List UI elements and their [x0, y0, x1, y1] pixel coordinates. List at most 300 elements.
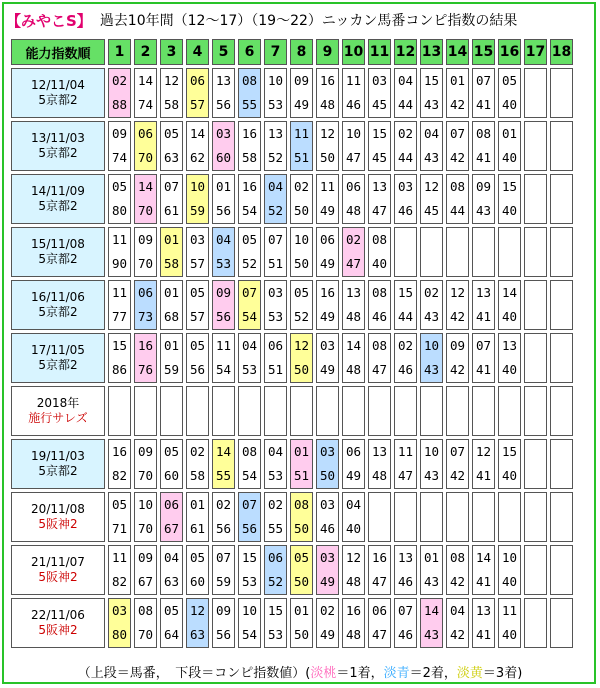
- compi-index: 56: [215, 627, 232, 642]
- compi-index: 57: [189, 256, 206, 271]
- compi-index: 59: [163, 362, 180, 377]
- horse-number: 08: [239, 69, 260, 93]
- horse-number: 08: [241, 444, 258, 459]
- result-cell: [420, 333, 443, 383]
- horse-number: [525, 122, 546, 146]
- compi-index: 40: [501, 97, 518, 112]
- compi-index: 50: [291, 358, 312, 382]
- table-row: [11, 598, 573, 648]
- horse-number: 03: [397, 179, 414, 194]
- horse-number: 07: [449, 444, 466, 459]
- horse-number: [343, 387, 364, 411]
- table-header-row: [11, 39, 573, 65]
- result-cell: [446, 121, 469, 171]
- result-cell: [238, 68, 261, 118]
- result-cell: [186, 68, 209, 118]
- legend-second-color: 淡青: [383, 666, 410, 681]
- result-cell: [212, 68, 235, 118]
- horse-number: 02: [293, 179, 310, 194]
- compi-index: 63: [163, 574, 180, 589]
- horse-number: 05: [111, 497, 128, 512]
- result-cell: [212, 386, 235, 436]
- compi-index: 47: [371, 203, 388, 218]
- compi-index: [551, 358, 572, 382]
- compi-index: 54: [215, 362, 232, 377]
- horse-number: 05: [163, 603, 180, 618]
- compi-index: 46: [319, 521, 336, 536]
- result-cell: [550, 439, 573, 489]
- result-cell: [290, 492, 313, 542]
- compi-index: 54: [241, 468, 258, 483]
- compi-index: [499, 517, 520, 541]
- horse-number: 07: [397, 603, 414, 618]
- column-header-16: 16: [498, 39, 521, 65]
- horse-number: 06: [371, 603, 388, 618]
- compi-index: 56: [215, 203, 232, 218]
- compi-index: [343, 411, 364, 435]
- horse-number: 08: [137, 603, 154, 618]
- result-cell: [108, 68, 131, 118]
- result-cell: [394, 492, 417, 542]
- horse-number: [291, 387, 312, 411]
- horse-number: 06: [345, 444, 362, 459]
- compi-index: 50: [293, 203, 310, 218]
- result-cell: [108, 121, 131, 171]
- compi-index: [551, 464, 572, 488]
- race-label: [11, 121, 105, 171]
- result-cell: [498, 439, 521, 489]
- result-cell: [472, 333, 495, 383]
- result-cell: [316, 439, 339, 489]
- compi-index: [473, 517, 494, 541]
- horse-number: 05: [241, 232, 258, 247]
- result-cell: [342, 280, 365, 330]
- compi-index: 61: [189, 521, 206, 536]
- horse-number: [551, 228, 572, 252]
- result-cell: [550, 174, 573, 224]
- result-cell: [342, 439, 365, 489]
- compi-index: 43: [423, 150, 440, 165]
- result-cell: [264, 492, 287, 542]
- race-label: [11, 492, 105, 542]
- horse-number: 08: [291, 493, 312, 517]
- result-cell: [134, 174, 157, 224]
- compi-index: 82: [111, 574, 128, 589]
- compi-index: 60: [189, 574, 206, 589]
- result-cell: [212, 174, 235, 224]
- horse-number: 12: [475, 444, 492, 459]
- compi-index: 53: [267, 468, 284, 483]
- race-date: 17/11/05: [31, 343, 85, 357]
- horse-number: [525, 440, 546, 464]
- horse-number: [447, 387, 468, 411]
- result-cell: [342, 333, 365, 383]
- compi-index: [551, 199, 572, 223]
- compi-index: 47: [371, 627, 388, 642]
- horse-number: 08: [449, 550, 466, 565]
- result-cell: [290, 545, 313, 595]
- horse-number: 05: [291, 546, 312, 570]
- compi-index: 49: [319, 203, 336, 218]
- result-cell: [420, 280, 443, 330]
- horse-number: [473, 387, 494, 411]
- result-cell: [264, 227, 287, 277]
- result-cell: [238, 174, 261, 224]
- result-cell: [342, 386, 365, 436]
- result-cell: [238, 280, 261, 330]
- result-cell: [472, 68, 495, 118]
- result-cell: [550, 333, 573, 383]
- result-cell: [524, 545, 547, 595]
- compi-index: 50: [293, 256, 310, 271]
- compi-index: [525, 517, 546, 541]
- horse-number: 12: [187, 599, 208, 623]
- compi-index: 50: [291, 517, 312, 541]
- horse-number: 08: [371, 232, 388, 247]
- compi-index: 40: [371, 256, 388, 271]
- compi-index: 51: [267, 256, 284, 271]
- result-cell: [212, 545, 235, 595]
- compi-index: 43: [421, 358, 442, 382]
- compi-index: [525, 93, 546, 117]
- compi-index: [265, 411, 286, 435]
- column-header-2: 2: [134, 39, 157, 65]
- column-header-15: 15: [472, 39, 495, 65]
- compi-index: 56: [215, 97, 232, 112]
- horse-number: 15: [241, 550, 258, 565]
- horse-number: [551, 122, 572, 146]
- result-cell: [472, 598, 495, 648]
- result-cell: [394, 439, 417, 489]
- result-cell: [290, 333, 313, 383]
- compi-index: 63: [163, 150, 180, 165]
- horse-number: 05: [163, 126, 180, 141]
- horse-number: 03: [319, 497, 336, 512]
- compi-index: 58: [189, 468, 206, 483]
- compi-index: 70: [137, 468, 154, 483]
- compi-index: 41: [475, 362, 492, 377]
- compi-index: 56: [215, 521, 232, 536]
- result-cell: [186, 227, 209, 277]
- horse-number: 01: [501, 126, 518, 141]
- result-cell: [134, 121, 157, 171]
- result-cell: [238, 386, 261, 436]
- horse-number: [551, 175, 572, 199]
- result-cell: [342, 492, 365, 542]
- result-cell: [394, 121, 417, 171]
- horse-number: 07: [215, 550, 232, 565]
- compi-index: 45: [423, 203, 440, 218]
- horse-number: 09: [213, 281, 234, 305]
- result-cell: [472, 227, 495, 277]
- column-header-13: 13: [420, 39, 443, 65]
- horse-number: 04: [397, 73, 414, 88]
- result-cell: [524, 68, 547, 118]
- column-header-3: 3: [160, 39, 183, 65]
- page-title: 【みやこS】: [6, 11, 92, 30]
- compi-index: 40: [501, 362, 518, 377]
- result-cell: [368, 545, 391, 595]
- result-cell: [160, 545, 183, 595]
- compi-index: 53: [267, 627, 284, 642]
- horse-number: [421, 228, 442, 252]
- compi-index: 41: [475, 627, 492, 642]
- compi-index: 47: [371, 362, 388, 377]
- legend: [0, 662, 600, 681]
- compi-index: 76: [135, 358, 156, 382]
- horse-number: 06: [187, 69, 208, 93]
- result-cell: [134, 545, 157, 595]
- horse-number: 01: [189, 497, 206, 512]
- result-cell: [368, 598, 391, 648]
- race-label: [11, 280, 105, 330]
- horse-number: 04: [449, 603, 466, 618]
- result-cell: [290, 280, 313, 330]
- horse-number: 13: [475, 603, 492, 618]
- result-cell: [524, 386, 547, 436]
- compi-index: 73: [135, 305, 156, 329]
- horse-number: [525, 334, 546, 358]
- horse-number: 11: [501, 603, 518, 618]
- result-cell: [394, 333, 417, 383]
- horse-number: 15: [397, 285, 414, 300]
- result-cell: [342, 227, 365, 277]
- horse-number: [499, 228, 520, 252]
- column-header-6: 6: [238, 39, 261, 65]
- horse-number: 10: [187, 175, 208, 199]
- result-cell: [160, 333, 183, 383]
- compi-index: 55: [239, 93, 260, 117]
- compi-index: 47: [397, 468, 414, 483]
- result-cell: [446, 227, 469, 277]
- compi-index: 90: [111, 256, 128, 271]
- result-cell: [550, 280, 573, 330]
- compi-index: [551, 517, 572, 541]
- compi-index: [187, 411, 208, 435]
- horse-number: 13: [215, 73, 232, 88]
- compi-index: 45: [371, 150, 388, 165]
- result-cell: [446, 545, 469, 595]
- compi-index: 88: [109, 93, 130, 117]
- horse-number: 11: [215, 338, 232, 353]
- compi-index: 41: [475, 574, 492, 589]
- horse-number: [317, 387, 338, 411]
- horse-number: 02: [215, 497, 232, 512]
- horse-number: [499, 387, 520, 411]
- horse-number: 02: [319, 603, 336, 618]
- legend-first-color: 淡桃: [310, 666, 337, 681]
- horse-number: 09: [137, 444, 154, 459]
- compi-index: [525, 411, 546, 435]
- compi-index: [447, 517, 468, 541]
- table-row: [11, 386, 573, 436]
- compi-index: 56: [213, 305, 234, 329]
- compi-index: 60: [163, 468, 180, 483]
- result-cell: [446, 439, 469, 489]
- horse-number: [265, 387, 286, 411]
- result-cell: [524, 439, 547, 489]
- compi-index: 59: [215, 574, 232, 589]
- compi-index: [473, 411, 494, 435]
- horse-number: [525, 599, 546, 623]
- legend-third-color: 淡黄: [456, 666, 483, 681]
- result-cell: [108, 333, 131, 383]
- result-cell: [238, 333, 261, 383]
- horse-number: 09: [215, 603, 232, 618]
- compi-index: 43: [423, 574, 440, 589]
- result-cell: [316, 174, 339, 224]
- result-cell: [264, 545, 287, 595]
- compi-index: [395, 517, 416, 541]
- horse-number: 14: [137, 73, 154, 88]
- result-cell: [264, 280, 287, 330]
- compi-index: 57: [189, 309, 206, 324]
- result-cell: [160, 439, 183, 489]
- compi-index: [213, 411, 234, 435]
- result-cell: [394, 68, 417, 118]
- horse-number: [161, 387, 182, 411]
- horse-number: 01: [163, 338, 180, 353]
- horse-number: 07: [475, 338, 492, 353]
- result-cell: [212, 333, 235, 383]
- horse-number: 02: [343, 228, 364, 252]
- compi-index: [525, 623, 546, 647]
- compi-index: 77: [111, 309, 128, 324]
- compi-index: 53: [267, 309, 284, 324]
- horse-number: 06: [319, 232, 336, 247]
- compi-index: 44: [397, 150, 414, 165]
- compi-index: 82: [111, 468, 128, 483]
- horse-number: 16: [241, 126, 258, 141]
- compi-index: [421, 411, 442, 435]
- result-cell: [108, 545, 131, 595]
- result-cell: [446, 492, 469, 542]
- horse-number: 08: [475, 126, 492, 141]
- horse-number: 06: [267, 338, 284, 353]
- compi-index: 42: [449, 362, 466, 377]
- result-cell: [550, 598, 573, 648]
- horse-number: 09: [475, 179, 492, 194]
- compi-index: 49: [319, 309, 336, 324]
- compi-index: [447, 411, 468, 435]
- result-cell: [316, 386, 339, 436]
- compi-index: 70: [135, 199, 156, 223]
- horse-number: 13: [501, 338, 518, 353]
- race-date: 2018年: [36, 396, 80, 410]
- horse-number: [421, 387, 442, 411]
- race-date: 22/11/06: [31, 608, 85, 622]
- result-cell: [290, 386, 313, 436]
- result-cell: [160, 492, 183, 542]
- race-venue: 5京都2: [38, 358, 78, 372]
- race-date: 20/11/08: [31, 502, 85, 516]
- horse-number: 02: [397, 126, 414, 141]
- horse-number: [473, 493, 494, 517]
- horse-number: 07: [239, 493, 260, 517]
- compi-index: 43: [423, 309, 440, 324]
- horse-number: 11: [345, 73, 362, 88]
- compi-index: [551, 93, 572, 117]
- horse-number: 12: [291, 334, 312, 358]
- race-date: 21/11/07: [31, 555, 85, 569]
- result-cell: [368, 121, 391, 171]
- horse-number: 06: [161, 493, 182, 517]
- result-cell: [134, 227, 157, 277]
- compi-index: 45: [371, 97, 388, 112]
- result-cell: [524, 492, 547, 542]
- result-cell: [394, 545, 417, 595]
- horse-number: 07: [163, 179, 180, 194]
- compi-index: 58: [163, 97, 180, 112]
- compi-index: [551, 623, 572, 647]
- result-cell: [186, 174, 209, 224]
- compi-index: 42: [449, 309, 466, 324]
- result-cell: [368, 227, 391, 277]
- result-cell: [238, 227, 261, 277]
- race-venue: 5京都2: [38, 199, 78, 213]
- horse-number: 12: [345, 550, 362, 565]
- column-header-9: 9: [316, 39, 339, 65]
- horse-number: 05: [501, 73, 518, 88]
- horse-number: 01: [291, 440, 312, 464]
- horse-number: 05: [189, 338, 206, 353]
- legend-second-text: ＝2着，: [409, 666, 457, 681]
- horse-number: [525, 69, 546, 93]
- result-cell: [134, 68, 157, 118]
- horse-number: 03: [317, 546, 338, 570]
- compi-index: 41: [475, 468, 492, 483]
- horse-number: 15: [501, 179, 518, 194]
- column-header-11: 11: [368, 39, 391, 65]
- result-cell: [550, 545, 573, 595]
- compi-index: [369, 411, 390, 435]
- horse-number: 11: [111, 285, 128, 300]
- compi-index: [551, 252, 572, 276]
- race-date: 13/11/03: [31, 131, 85, 145]
- horse-number: 11: [397, 444, 414, 459]
- result-cell: [342, 545, 365, 595]
- result-cell: [108, 280, 131, 330]
- column-header-14: 14: [446, 39, 469, 65]
- result-cell: [420, 439, 443, 489]
- horse-number: 04: [213, 228, 234, 252]
- horse-number: [421, 493, 442, 517]
- horse-number: 06: [135, 281, 156, 305]
- compi-index: 48: [345, 309, 362, 324]
- horse-number: 14: [501, 285, 518, 300]
- result-cell: [550, 227, 573, 277]
- horse-number: 16: [371, 550, 388, 565]
- compi-index: 50: [291, 570, 312, 594]
- compi-index: 48: [345, 627, 362, 642]
- result-cell: [368, 439, 391, 489]
- column-header-1: 1: [108, 39, 131, 65]
- race-label: [11, 598, 105, 648]
- compi-index: 61: [163, 203, 180, 218]
- result-cell: [290, 439, 313, 489]
- horse-number: 14: [135, 175, 156, 199]
- compi-index: 80: [111, 203, 128, 218]
- race-date: 15/11/08: [31, 237, 85, 251]
- compi-index: 43: [475, 203, 492, 218]
- result-cell: [238, 439, 261, 489]
- result-cell: [160, 121, 183, 171]
- compi-index: 41: [475, 309, 492, 324]
- result-cell: [160, 68, 183, 118]
- result-cell: [368, 492, 391, 542]
- compi-index: [499, 252, 520, 276]
- horse-number: [213, 387, 234, 411]
